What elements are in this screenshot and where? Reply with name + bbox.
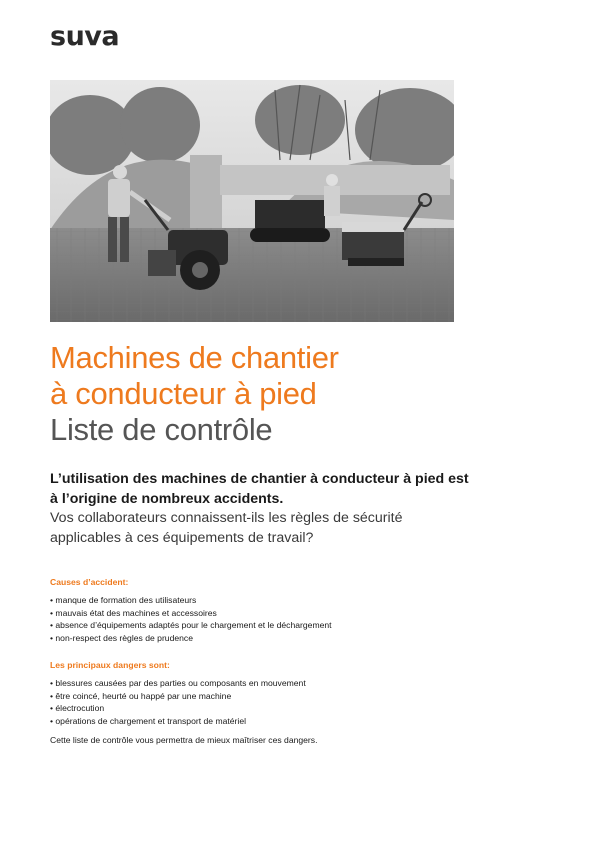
lead-bold: L’utilisation des machines de chantier à conducteur à pied est à l’origine de nombreux accidents. <box>50 471 469 507</box>
title-line-3: Liste de contrôle <box>50 412 273 447</box>
dangers-list <box>50 677 306 727</box>
list-item: • être coincé, heurté ou happé par une machine <box>50 690 306 703</box>
construction-machines-photo <box>50 80 454 322</box>
list-item: • mauvais état des machines et accessoires <box>50 607 332 620</box>
list-item: • électrocution <box>50 702 306 715</box>
hero-photo <box>50 80 454 322</box>
closing-note: Cette liste de contrôle vous permettra de mieux maîtriser ces dangers. <box>50 735 318 745</box>
list-item: • blessures causées par des parties ou composants en mouvement <box>50 677 306 690</box>
causes-heading: Causes d’accident: <box>50 577 129 587</box>
lead-normal: Vos collaborateurs connaissent-ils les règles de sécurité applicables à ces équipements de travail? <box>50 510 403 546</box>
list-item: • non-respect des règles de prudence <box>50 632 332 645</box>
dangers-heading: Les principaux dangers sont: <box>50 660 170 670</box>
title-line-1: Machines de chantier <box>50 340 339 375</box>
list-item: • manque de formation des utilisateurs <box>50 594 332 607</box>
list-item: • opérations de chargement et transport de matériel <box>50 715 306 728</box>
document-title <box>50 340 550 448</box>
title-line-2: à conducteur à pied <box>50 376 317 411</box>
list-item: • absence d’équipements adaptés pour le chargement et le déchargement <box>50 619 332 632</box>
causes-list <box>50 594 332 644</box>
lead-paragraph <box>50 470 470 548</box>
suva-logo: suva <box>50 21 120 52</box>
